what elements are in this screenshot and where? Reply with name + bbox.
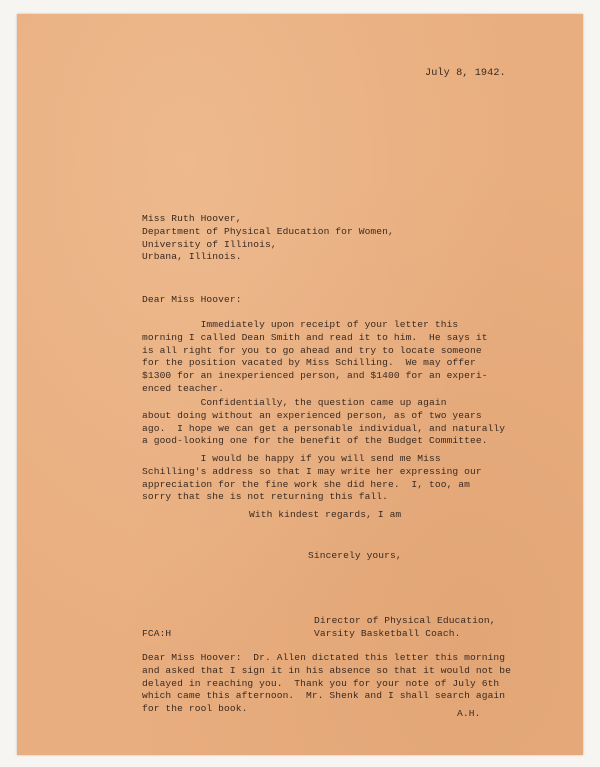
paragraph-line: I would be happy if you will send me Miss bbox=[142, 453, 441, 464]
body-paragraph-1 bbox=[142, 319, 488, 396]
letter-sheet bbox=[17, 14, 583, 755]
reference-initials: FCA:H bbox=[142, 628, 172, 639]
postscript-line: which came this afternoon. Mr. Shenk and I shall search again bbox=[142, 690, 506, 702]
postscript-line: for the rool book. bbox=[142, 703, 248, 715]
body-paragraph-3 bbox=[142, 453, 482, 504]
body-paragraph-2 bbox=[142, 397, 505, 448]
letter-date: July 8, 1942. bbox=[425, 68, 506, 79]
paragraph-line: sorry that she is not returning this fall. bbox=[142, 491, 389, 503]
paragraph-line: Schilling's address so that I may write her expressing our bbox=[142, 465, 482, 477]
paragraph-line: ago. I hope we can get a personable individual, and naturally bbox=[142, 422, 506, 434]
paragraph-line: Confidentially, the question came up again bbox=[142, 397, 447, 408]
regards-line: With kindest regards, I am bbox=[249, 509, 402, 520]
signature-title bbox=[314, 615, 496, 641]
paragraph-line: is all right for you to go ahead and try to locate someone bbox=[142, 344, 482, 356]
postscript-note bbox=[142, 652, 511, 716]
postscript-line: delayed in reaching you. Thank you for your note of July 6th bbox=[142, 677, 500, 689]
salutation: Dear Miss Hoover: bbox=[142, 294, 242, 305]
paragraph-line: enced teacher. bbox=[142, 382, 225, 394]
paragraph-line: for the position vacated by Miss Schilling. We may offer bbox=[142, 357, 476, 369]
postscript-initials: A.H. bbox=[457, 708, 481, 719]
title-line: Varsity Basketball Coach. bbox=[314, 627, 461, 639]
recipient-line: Department of Physical Education for Women, bbox=[142, 225, 394, 237]
postscript-line: Dear Miss Hoover: Dr. Allen dictated this letter this morning bbox=[142, 652, 506, 663]
paragraph-line: about doing without an experienced person, as of two years bbox=[142, 409, 482, 421]
paragraph-line: appreciation for the fine work she did here. I, too, am bbox=[142, 478, 471, 490]
paragraph-line: a good-looking one for the benefit of the Budget Committee. bbox=[142, 435, 488, 447]
recipient-line: University of Illinois, bbox=[142, 238, 277, 250]
paragraph-line: Immediately upon receipt of your letter this bbox=[142, 319, 459, 330]
postscript-line: and asked that I sign it in his absence so that it would not be bbox=[142, 664, 512, 676]
title-line: Director of Physical Education, bbox=[314, 615, 496, 626]
recipient-address bbox=[142, 213, 394, 264]
paragraph-line: morning I called Dean Smith and read it to him. He says it bbox=[142, 331, 488, 343]
paragraph-line: $1300 for an inexperienced person, and $1400 for an experi- bbox=[142, 370, 488, 382]
recipient-line: Miss Ruth Hoover, bbox=[142, 213, 242, 224]
recipient-line: Urbana, Illinois. bbox=[142, 251, 242, 263]
closing-line: Sincerely yours, bbox=[308, 550, 402, 561]
